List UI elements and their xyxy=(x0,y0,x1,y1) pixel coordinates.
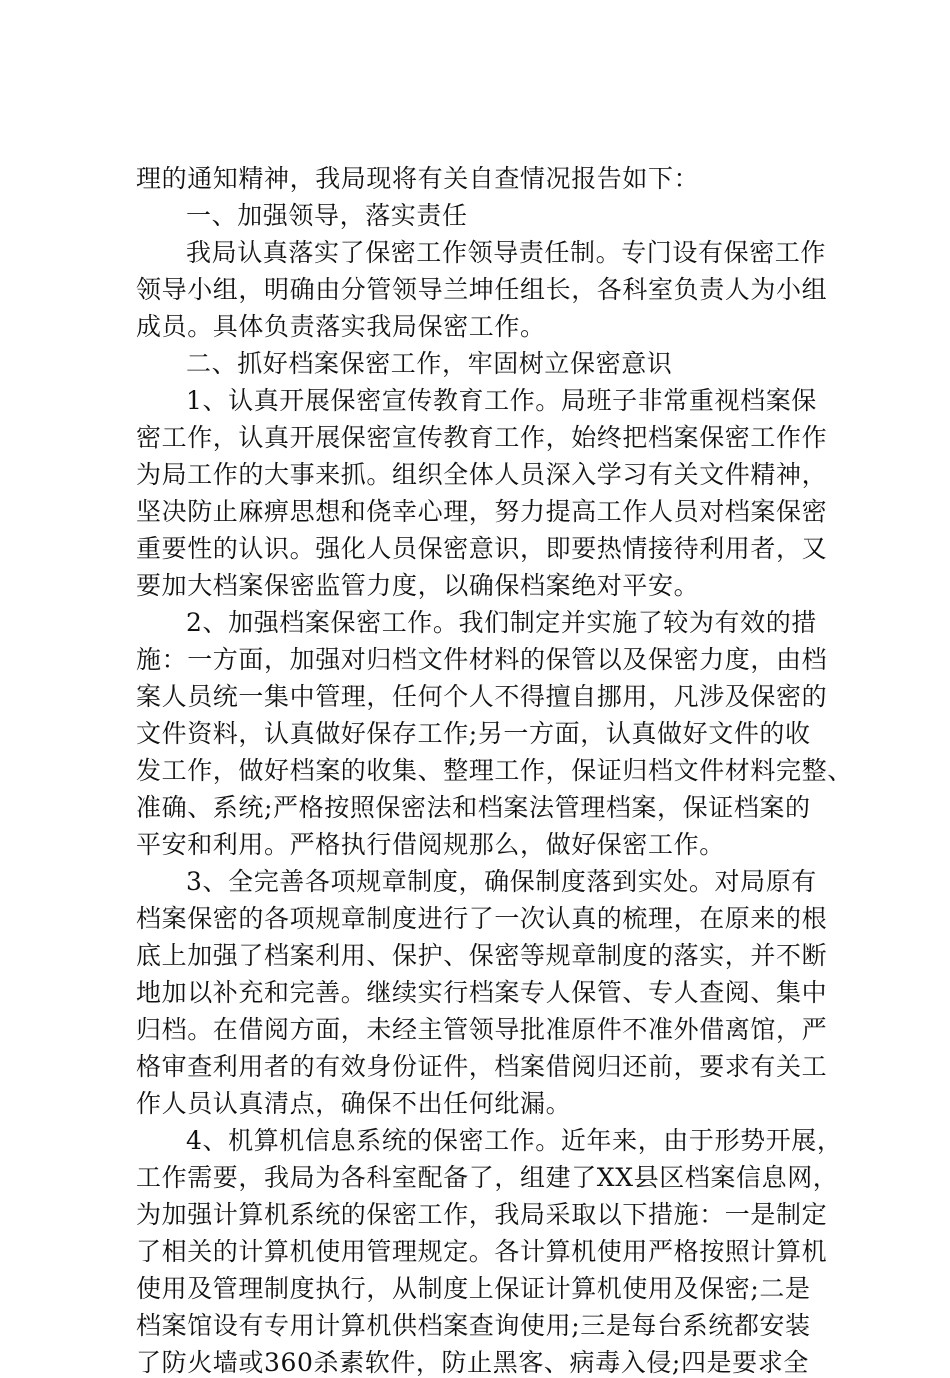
body-line: 平安和利用。严格执行借阅规那么，做好保密工作。 xyxy=(136,830,725,859)
body-line: 密工作，认真开展保密宣传教育工作，始终把档案保密工作作 xyxy=(136,423,828,452)
body-line: 工作需要，我局为各科室配备了，组建了XX县区档案信息网， xyxy=(136,1163,839,1192)
body-line: 档案保密的各项规章制度进行了一次认真的梳理，在原来的根 xyxy=(136,904,828,933)
body-line: 准确、系统;严格按照保密法和档案法管理档案，保证档案的 xyxy=(136,793,811,822)
paragraph-first-line: 我局认真落实了保密工作领导责任制。专门设有保密工作 xyxy=(186,238,827,267)
body-line: 坚决防止麻痹思想和侥幸心理，努力提高工作人员对档案保密 xyxy=(136,497,828,526)
body-line: 施：一方面，加强对归档文件材料的保管以及保密力度，由档 xyxy=(136,645,828,674)
body-line: 地加以补充和完善。继续实行档案专人保管、专人查阅、集中 xyxy=(136,978,828,1007)
body-line: 使用及管理制度执行，从制度上保证计算机使用及保密;二是 xyxy=(136,1274,811,1303)
body-line: 案人员统一集中管理，任何个人不得擅自挪用，凡涉及保密的 xyxy=(136,682,828,711)
body-line: 了相关的计算机使用管理规定。各计算机使用严格按照计算机 xyxy=(136,1237,828,1266)
body-line: 文件资料，认真做好保存工作;另一方面，认真做好文件的收 xyxy=(136,719,811,748)
paragraph-first-line: 2、加强档案保密工作。我们制定并实施了较为有效的措 xyxy=(186,608,817,637)
body-line: 为加强计算机系统的保密工作，我局采取以下措施：一是制定 xyxy=(136,1200,828,1229)
body-line: 领导小组，明确由分管领导兰坤任组长，各科室负责人为小组 xyxy=(136,275,828,304)
paragraph-first-line: 3、全完善各项规章制度，确保制度落到实处。对局原有 xyxy=(186,867,817,896)
section-heading: 二、抓好档案保密工作，牢固树立保密意识 xyxy=(186,349,673,378)
paragraph-first-line: 1、认真开展保密宣传教育工作。局班子非常重视档案保 xyxy=(186,386,817,415)
body-line: 底上加强了档案利用、保护、保密等规章制度的落实，并不断 xyxy=(136,941,828,970)
body-line: 发工作，做好档案的收集、整理工作，保证归档文件材料完整、 xyxy=(136,756,853,785)
body-line: 档案馆设有专用计算机供档案查询使用;三是每台系统都安装 xyxy=(136,1311,811,1340)
section-heading: 一、加强领导，落实责任 xyxy=(186,201,468,230)
body-line: 格审查利用者的有效身份证件，档案借阅归还前，要求有关工 xyxy=(136,1052,828,1081)
body-line: 要加大档案保密监管力度，以确保档案绝对平安。 xyxy=(136,571,700,600)
paragraph-first-line: 4、机算机信息系统的保密工作。近年来，由于形势开展， xyxy=(186,1126,843,1155)
body-line: 成员。具体负责落实我局保密工作。 xyxy=(136,312,546,341)
body-line: 理的通知精神，我局现将有关自查情况报告如下： xyxy=(136,164,700,193)
body-line: 了防火墙或360杀素软件，防止黑客、病毒入侵;四是要求全 xyxy=(136,1348,809,1377)
body-line: 归档。在借阅方面，未经主管领导批准原件不准外借离馆，严 xyxy=(136,1015,828,1044)
body-line: 作人员认真清点，确保不出任何纰漏。 xyxy=(136,1089,572,1118)
body-line: 重要性的认识。强化人员保密意识，即要热情接待利用者，又 xyxy=(136,534,828,563)
body-line: 为局工作的大事来抓。组织全体人员深入学习有关文件精神， xyxy=(136,460,828,489)
